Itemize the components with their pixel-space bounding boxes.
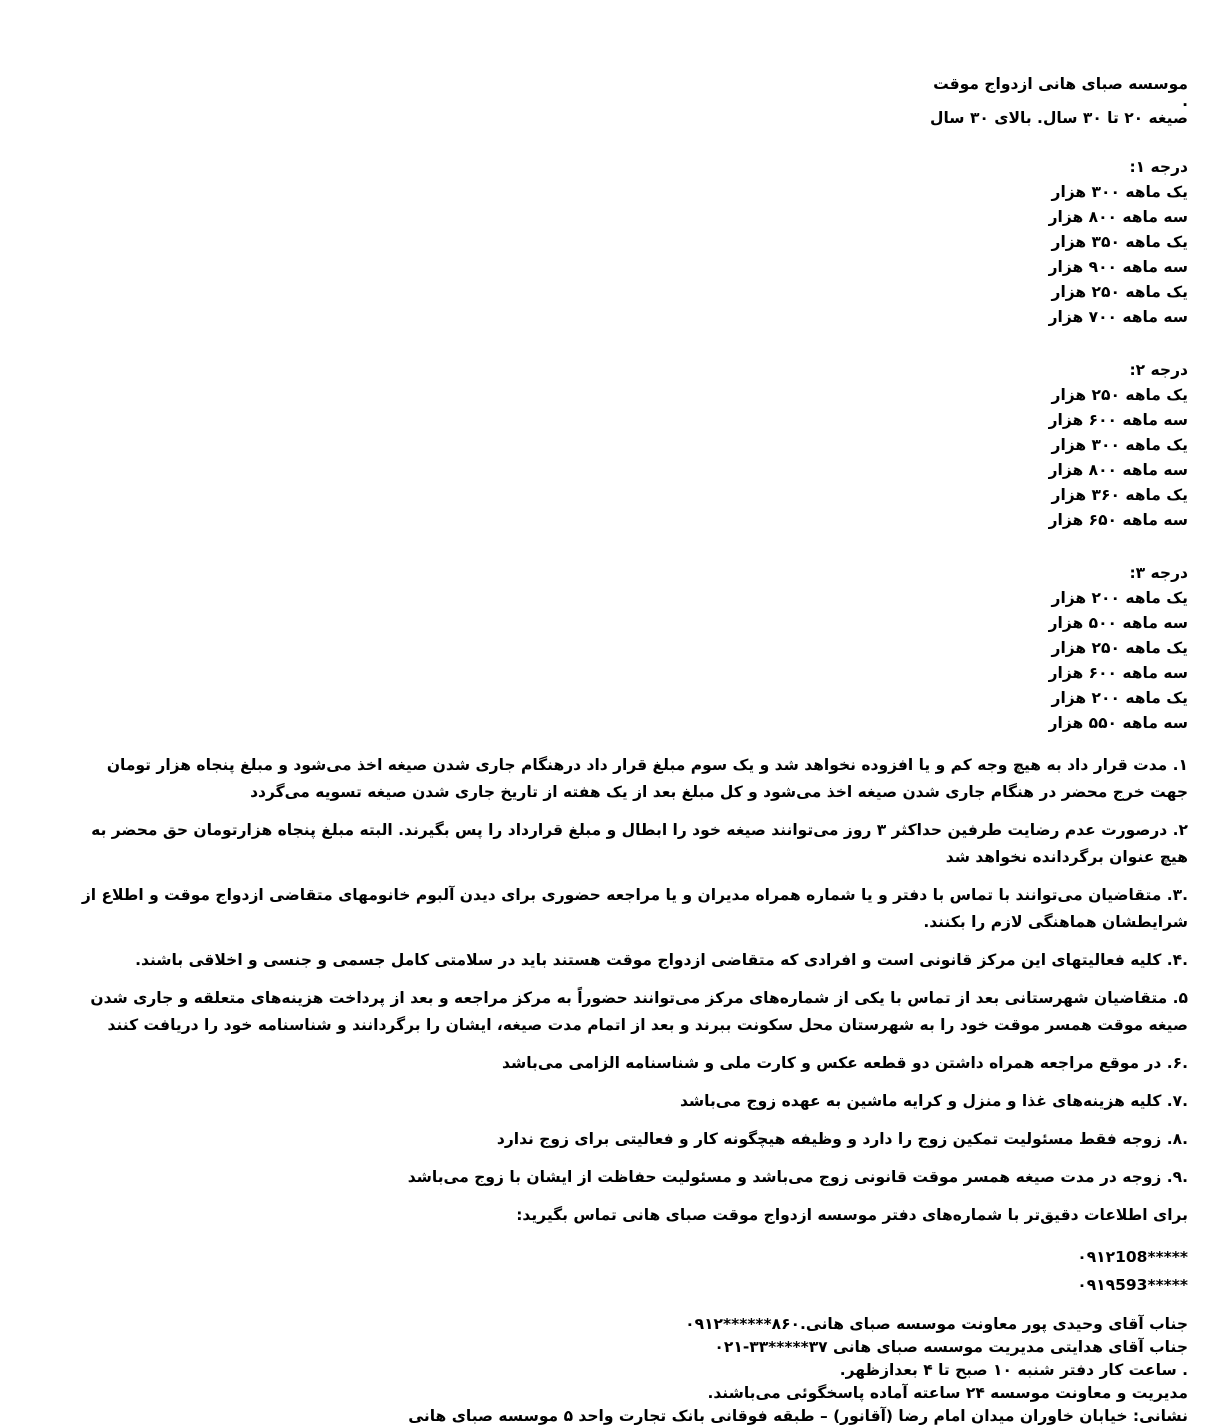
price-line: سه ماهه ۶۰۰ هزار (1048, 411, 1188, 429)
term-2: ۲. درصورت عدم رضایت طرفین حداکثر ۳ روز می‌توانند صیغه خود را ابطال و مبلغ قرارداد را پس بگیرند. البته مبلغ پنجاه هزارتومان حق محضر به هیچ عنوان برگردانده نخواهد شد (91, 821, 1188, 866)
term-6: .۶. در موقع مراجعه همراه داشتن دو قطعه عکس و کارت ملی و شناسنامه الزامی می‌باشد (502, 1054, 1188, 1072)
price-line: سه ماهه ۶۵۰ هزار (1048, 511, 1188, 529)
price-line: یک ماهه ۲۵۰ هزار (1051, 639, 1188, 657)
price-line: سه ماهه ۵۵۰ هزار (1048, 714, 1188, 732)
deputy-contact-line: جناب آقای وحیدی پور معاونت موسسه صبای هانی.۸۶۰******۰۹۱۲ (685, 1315, 1188, 1333)
tier-1-label: درجه ۱: (1129, 158, 1188, 176)
price-line: سه ماهه ۶۰۰ هزار (1048, 664, 1188, 682)
availability-line: مدیریت و معاونت موسسه ۲۴ ساعته آماده پاسخگوئی می‌باشند. (707, 1384, 1188, 1402)
price-tier-3 (64, 561, 1188, 736)
price-line: سه ماهه ۸۰۰ هزار (1048, 461, 1188, 479)
price-line: یک ماهه ۳۶۰ هزار (1051, 486, 1188, 504)
address-line: نشانی: خیابان خاوران میدان امام رضا (آقانور) – طبقه فوقانی بانک تجارت واحد ۵ موسسه صبای هانی (408, 1407, 1188, 1425)
price-line: سه ماهه ۹۰۰ هزار (1048, 258, 1188, 276)
document-subtitle: صیغه ۲۰ تا ۳۰ سال. بالای ۳۰ سال (930, 109, 1188, 127)
term-8: .۸. زوجه فقط مسئولیت تمکین زوج را دارد و وظیفه هیچگونه کار و فعالیتی برای زوج ندارد (496, 1130, 1188, 1148)
price-tier-1 (64, 155, 1188, 330)
price-tier-2 (64, 358, 1188, 533)
price-line: یک ماهه ۳۰۰ هزار (1051, 183, 1188, 201)
price-line: یک ماهه ۲۰۰ هزار (1051, 689, 1188, 707)
contact-block (64, 1313, 1188, 1428)
term-5: ۵. متقاضیان شهرستانی بعد از تماس با یکی از شماره‌های مرکز می‌توانند حضوراً به مرکز مراجعه و بعد از پرداخت هزینه‌های متعلقه و جاری شدن صیغه موقت همسر موقت خود را به شهرستان محل سکونت ببرند و بعد از اتمام مدت صیغه، ایشان را برگردانند و شناسنامه خود را دریافت کنند (90, 989, 1188, 1034)
tier-3-label: درجه ۳: (1129, 564, 1188, 582)
term-4: .۴. کلیه فعالیتهای این مرکز قانونی است و افرادی که متقاضی ازدواج موقت هستند باید در سلامتی کامل جسمی و جنسی و اخلاقی باشند. (135, 951, 1188, 969)
term-3: .۳. متقاضیان می‌توانند با تماس با دفتر و یا شماره همراه مدیران و یا مراجعه حضوری برای دیدن آلبوم خانومهای متقاضی ازدواج موقت و اطلاع از شرایطشان هماهنگی لازم را بکنند. (81, 886, 1188, 931)
document-header (64, 76, 1188, 127)
price-line: سه ماهه ۷۰۰ هزار (1048, 308, 1188, 326)
office-hours-line: . ساعت کار دفتر شنبه ۱۰ صبح تا ۴ بعدازظهر. (839, 1361, 1188, 1379)
contact-intro: برای اطلاعات دقیق‌تر با شماره‌های دفتر موسسه ازدواج موقت صبای هانی تماس بگیرید: (516, 1206, 1188, 1224)
header-dot-line: . (1182, 92, 1188, 110)
term-7: .۷. کلیه هزینه‌های غذا و منزل و کرایه ماشین به عهده زوج می‌باشد (679, 1092, 1188, 1110)
price-line: سه ماهه ۵۰۰ هزار (1048, 614, 1188, 632)
price-line: یک ماهه ۳۵۰ هزار (1051, 233, 1188, 251)
term-9: .۹. زوجه در مدت صیغه همسر موقت قانونی زوج می‌باشد و مسئولیت حفاظت از ایشان با زوج می‌باشد (407, 1168, 1188, 1186)
tier-2-label: درجه ۲: (1129, 361, 1188, 379)
price-line: سه ماهه ۸۰۰ هزار (1048, 208, 1188, 226)
terms-section (64, 752, 1188, 1191)
phone-number-1: ۰۹۱۲108***** (1077, 1248, 1188, 1266)
term-1: ۱. مدت قرار داد به هیچ وجه کم و یا افزوده نخواهد شد و یک سوم مبلغ قرار داد درهنگام جاری شدن صیغه اخذ می‌شود و مبلغ پنجاه هزار تومان جهت خرج محضر در هنگام جاری شدن صیغه اخذ می‌شود و کل مبلغ بعد از یک هفته از تاریخ جاری شدن صیغه تسویه می‌گردد (106, 756, 1188, 801)
document-title: موسسه صبای هانی ازدواج موقت (933, 75, 1188, 93)
price-line: یک ماهه ۲۵۰ هزار (1051, 283, 1188, 301)
manager-contact-line: جناب آقای هدایتی مدیریت موسسه صبای هانی ۳۷*****۳۳-۰۲۱ (714, 1338, 1188, 1356)
price-line: یک ماهه ۳۰۰ هزار (1051, 436, 1188, 454)
phone-number-2: ۰۹۱۹593***** (1077, 1276, 1188, 1294)
phone-list (64, 1243, 1188, 1299)
price-line: یک ماهه ۲۰۰ هزار (1051, 589, 1188, 607)
price-line: یک ماهه ۲۵۰ هزار (1051, 386, 1188, 404)
